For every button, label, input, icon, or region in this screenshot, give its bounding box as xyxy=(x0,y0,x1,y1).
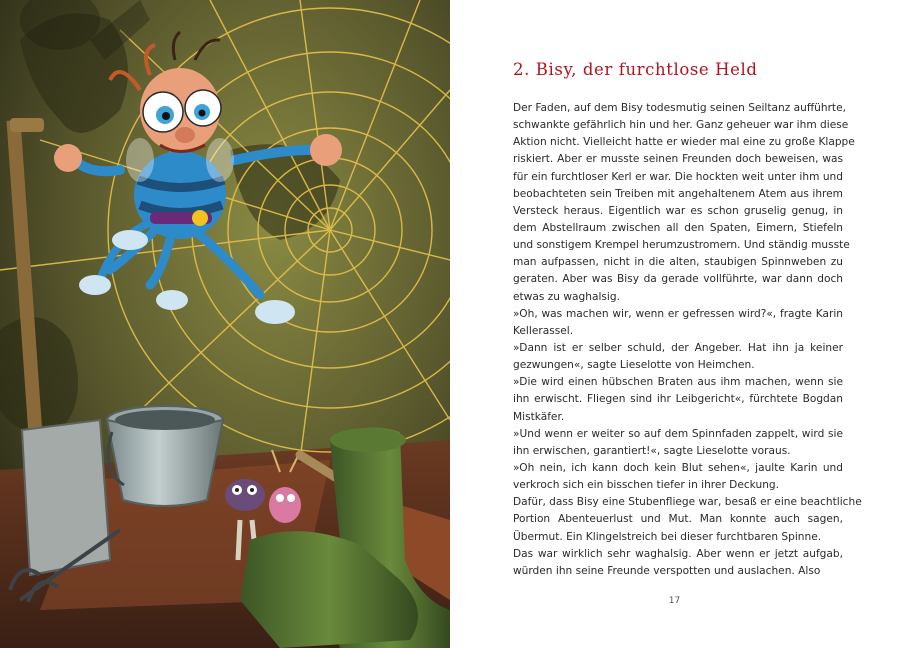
text-line: riskiert. Aber er musste seinen Freunden doch beweisen, was xyxy=(513,153,843,166)
text-line: beobachteten sein Treiben mit angehaltenem Atem aus ihrem xyxy=(513,187,843,200)
text-line: dem Abstellraum zwischen all den Spaten, Eimern, Stiefeln xyxy=(513,221,843,234)
text-line: Mistkäfer. xyxy=(513,410,565,423)
text-line: »Oh, was machen wir, wenn er gefressen wird?«, fragte Karin xyxy=(513,307,843,320)
text-line: Portion Abenteuerlust und Mut. Man konnte auch sagen, xyxy=(513,513,843,526)
text-line: geraten. Aber was Bisy da gerade vollführte, war dann doch xyxy=(513,273,843,286)
text-line: ihn erwischen, garantiert!«, sagte Lieselotte voraus. xyxy=(513,444,791,457)
chapter-title: 2. Bisy, der furchtlose Held xyxy=(513,60,758,79)
text-page xyxy=(450,0,899,648)
text-line: Der Faden, auf dem Bisy todesmutig seinen Seiltanz aufführte, xyxy=(513,102,846,114)
text-line: schwankte gefährlich hin und her. Ganz geheuer war ihm diese xyxy=(513,119,849,132)
text-line: Kellerassel. xyxy=(513,324,574,337)
text-line: Das war wirklich sehr waghalsig. Aber wenn er jetzt aufgab, xyxy=(513,547,843,560)
text-line: »Dann ist er selber schuld, der Angeber. Hat ihn ja keiner xyxy=(513,341,843,354)
text-line: »Und wenn er weiter so auf dem Spinnfaden zappelt, wird sie xyxy=(513,427,843,440)
text-line: und sonstigem Krempel herumzustromern. Und ständig musste xyxy=(513,239,850,252)
text-line: »Oh nein, ich kann doch kein Blut sehen«, jaulte Karin und xyxy=(513,461,843,474)
bucket xyxy=(107,406,223,506)
text-line: würden ihn seine Freunde verspotten und auslachen. Also xyxy=(513,564,821,577)
text-line: für ein furchtloser Kerl er war. Die hockten weit unter ihm und xyxy=(513,170,843,183)
text-line: etwas zu waghalsig. xyxy=(513,290,620,303)
text-line: »Die wird einen hübschen Braten aus ihm machen, wenn sie xyxy=(513,376,843,389)
text-line: man aufpassen, nicht in die alten, staubigen Spinnweben zu xyxy=(513,256,843,269)
text-line: Versteck heraus. Eigentlich war es schon gruselig genug, in xyxy=(513,204,843,217)
text-line: verkroch sich ein bisschen tiefer in ihrer Deckung. xyxy=(513,479,780,492)
text-line: ihn erwischt. Fliegen sind ihr Leibgericht«, fürchtete Bogdan xyxy=(513,393,843,406)
text-line: Aktion nicht. Vielleicht hatte er wieder mal eine zu große Klappe xyxy=(513,136,855,149)
page-number: 17 xyxy=(668,596,681,606)
text-line: gezwungen«, sagte Lieselotte von Heimchen. xyxy=(513,359,755,372)
text-line: Übermut. Ein Klingelstreich bei dieser furchtbaren Spinne. xyxy=(513,530,822,543)
chapter-body-text xyxy=(513,100,862,580)
text-line: Dafür, dass Bisy eine Stubenfliege war, besaß er eine beachtliche xyxy=(513,496,862,509)
